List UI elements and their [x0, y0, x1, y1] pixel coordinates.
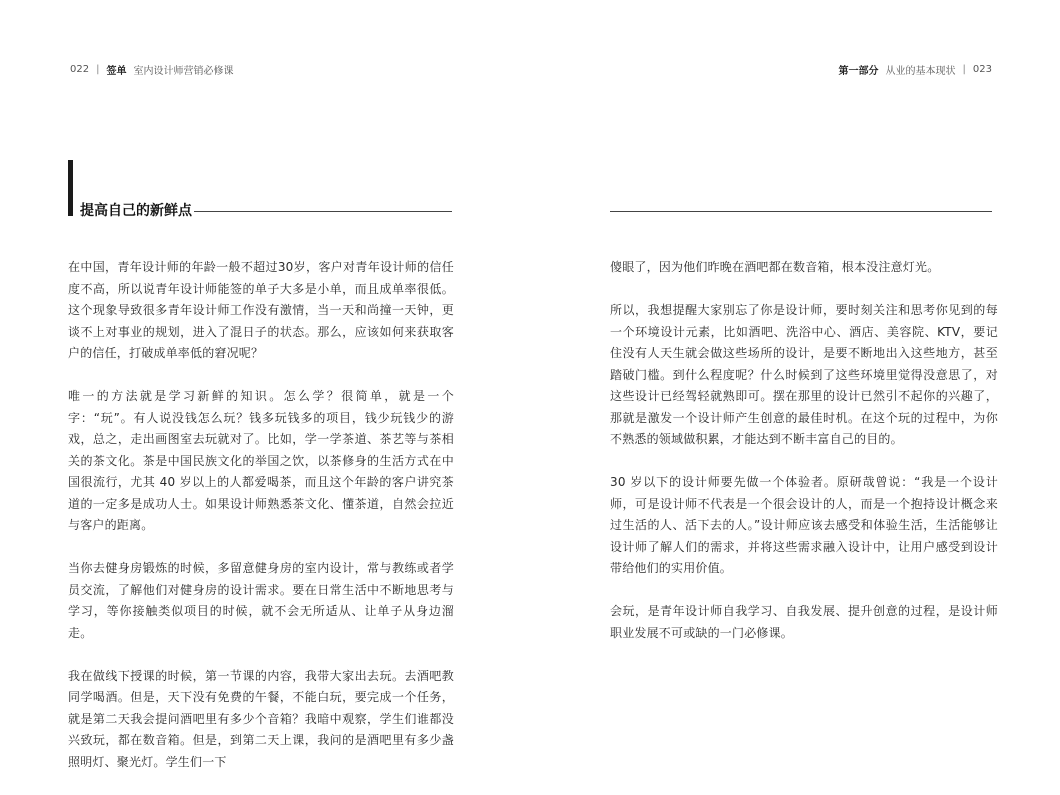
left-body-text [68, 257, 454, 795]
right-page [530, 0, 1060, 750]
paragraph: 当你去健身房锻炼的时候，多留意健身房的室内设计，常与教练或者学员交流，了解他们对健身房的设计需求。要在日常生活中不断地思考与学习，等你接触类似项目的时候，就不会无所适从、让单子从身边溜走。 [68, 561, 454, 640]
left-page [0, 0, 530, 769]
right-page-number: 023 [972, 64, 992, 75]
right-body-text [610, 257, 998, 666]
section-title: 提高自己的新鲜点 [80, 203, 192, 219]
part-title: 从业的基本现状 [885, 66, 956, 77]
paragraph: 在中国，青年设计师的年龄一般不超过30岁，客户对青年设计师的信任度不高，所以说青年设计师能签的单子大多是小单，而且成单率很低。这个现象导致很多青年设计师工作没有激情，当一天和尚撞一天钟，更谈不上对事业的规划，进入了混日子的状态。那么，应该如何来获取客户的信任，打破成单率低的窘况呢？ [68, 260, 454, 360]
paragraph: 30 岁以下的设计师要先做一个体验者。原研哉曾说：“我是一个设计师，可是设计师不代表是一个很会设计的人，而是一个抱持设计概念来过生活的人、活下去的人。”设计师应该去感受和体验生活，生活能够让设计师了解人们的需求，并将这些需求融入设计中，让用户感受到设计带给他们的实用价值。 [610, 475, 998, 575]
paragraph: 唯一的方法就是学习新鲜的知识。怎么学？很简单，就是一个字：“玩”。有人说没钱怎么玩？钱多玩钱多的项目，钱少玩钱少的游戏，总之，走出画图室去玩就对了。比如，学一学茶道、茶艺等与茶相关的茶文化。茶是中国民族文化的举国之饮，以茶修身的生活方式在中国很流行，尤其 40 岁以上的人都爱喝茶，而且这个年龄的客户讲究茶道的一定多是成功人士。如果设计师熟悉茶文化、懂茶道，自然会拉近与客户的距离。 [68, 389, 454, 532]
book-title: 签单 [106, 66, 127, 77]
paragraph: 所以，我想提醒大家别忘了你是设计师，要时刻关注和思考你见到的每一个环境设计元素，比如酒吧、洗浴中心、酒店、美容院、KTV，要记住没有人天生就会做这些场所的设计，是要不断地出入这些地方，甚至踏破门槛。到什么程度呢？什么时候到了这些环境里觉得没意思了，对这些设计已经驾轻就熟即可。摆在那里的设计已然引不起你的兴趣了，那就是激发一个设计师产生创意的最佳时机。在这个玩的过程中，为你不熟悉的领域做积累，才能达到不断丰富自己的目的。 [610, 303, 998, 446]
paragraph: 傻眼了，因为他们昨晚在酒吧都在数音箱，根本没注意灯光。 [610, 260, 940, 274]
right-running-head [839, 62, 992, 77]
header-separator: | [962, 64, 966, 75]
section-divider [194, 211, 452, 212]
book-subtitle: 室内设计师营销必修课 [133, 66, 234, 77]
left-running-head [70, 62, 233, 77]
header-separator: | [96, 64, 100, 75]
section-accent-bar [68, 160, 73, 216]
paragraph: 会玩，是青年设计师自我学习、自我发展、提升创意的过程，是设计师职业发展不可或缺的一门必修课。 [610, 604, 998, 640]
paragraph: 我在做线下授课的时候，第一节课的内容，我带大家出去玩。去酒吧教同学喝酒。但是，天下没有免费的午餐，不能白玩，要完成一个任务，就是第二天我会提问酒吧里有多少个音箱？我暗中观察，学生们谁都没兴致玩，都在数音箱。但是，到第二天上课，我问的是酒吧里有多少盏照明灯、聚光灯。学生们一下 [68, 668, 454, 769]
left-page-number: 022 [70, 64, 90, 75]
right-divider [610, 211, 992, 212]
part-label: 第一部分 [838, 66, 879, 77]
